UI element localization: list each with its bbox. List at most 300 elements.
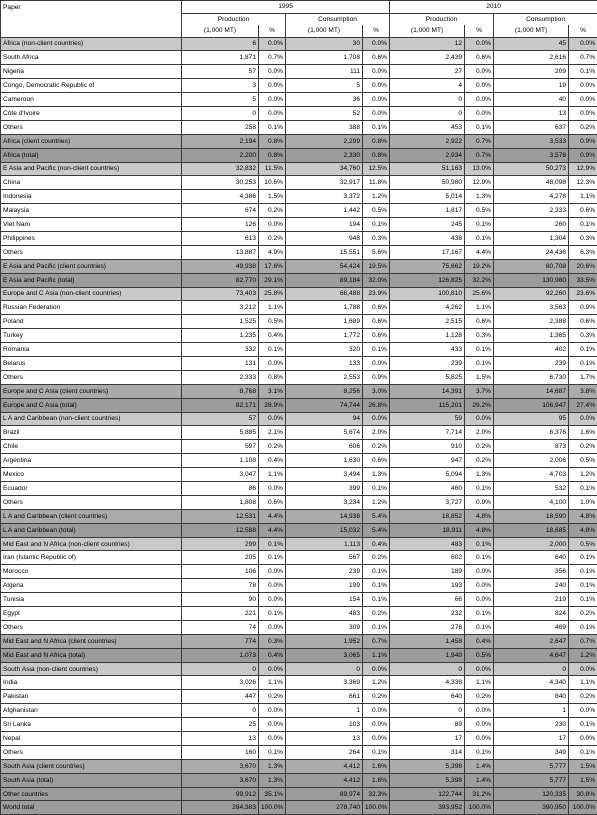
consumption-1995-value: 111: [286, 65, 363, 79]
row-label: Romania: [1, 343, 182, 357]
production-2010-pct: 0.0%: [465, 37, 494, 51]
consumption-1995-pct: 5.6%: [363, 245, 390, 259]
production-2010-value: 1,128: [390, 329, 465, 343]
production-2010-pct: 100.0%: [465, 801, 494, 815]
table-row: [1, 287, 597, 301]
consumption-1995-pct: 0.0%: [363, 732, 390, 746]
consumption-2010-pct: 0.7%: [569, 634, 597, 648]
production-2010-value: 0: [390, 106, 465, 120]
production-2010-pct: 1.4%: [465, 759, 494, 773]
consumption-2010-pct: 3.8%: [569, 384, 597, 398]
consumption-2010-pct: 1.5%: [569, 759, 597, 773]
row-label: Pakistan: [1, 690, 182, 704]
production-2010-value: 12: [390, 37, 465, 51]
consumption-2010-value: 239: [494, 356, 569, 370]
consumption-1995-pct: 5.4%: [363, 523, 390, 537]
production-1995-pct: 0.0%: [259, 412, 286, 426]
table-row: [1, 482, 597, 496]
production-2010-pct: 0.0%: [465, 93, 494, 107]
consumption-1995-value: 1,708: [286, 51, 363, 65]
consumption-1995-value: 5,674: [286, 426, 363, 440]
consumption-1995-value: 2,330: [286, 148, 363, 162]
table-row: [1, 523, 597, 537]
row-label: Chile: [1, 440, 182, 454]
production-1995-value: 82,171: [182, 398, 259, 412]
table-row: [1, 495, 597, 509]
consumption-2010-value: 45: [494, 37, 569, 51]
production-2010-pct: 0.7%: [465, 134, 494, 148]
consumption-1995-pct: 0.0%: [363, 65, 390, 79]
consumption-2010-pct: 23.6%: [569, 287, 597, 301]
consumption-2010-pct: 0.1%: [569, 593, 597, 607]
consumption-2010-value: 5,777: [494, 773, 569, 787]
row-label: Europe and C Asia (total): [1, 398, 182, 412]
consumption-2010-pct: 30.8%: [569, 787, 597, 801]
consumption-1995-pct: 0.5%: [363, 204, 390, 218]
consumption-2010-pct: 0.1%: [569, 620, 597, 634]
production-1995-value: 30,253: [182, 176, 259, 190]
consumption-2010-pct: 4.8%: [569, 509, 597, 523]
row-label: Others: [1, 245, 182, 259]
table-row: [1, 579, 597, 593]
unit-header: (1,000 MT): [182, 25, 259, 37]
table-row: [1, 801, 597, 815]
production-2010-pct: 0.1%: [465, 745, 494, 759]
consumption-1995-pct: 0.0%: [363, 704, 390, 718]
row-label: South Asia (client countries): [1, 759, 182, 773]
table-row: [1, 648, 597, 662]
consumption-2010-pct: 0.1%: [569, 579, 597, 593]
production-1995-pct: 4.4%: [259, 509, 286, 523]
production-1995-value: 1,871: [182, 51, 259, 65]
header-row-units: [1, 25, 597, 37]
production-2010-value: 1,940: [390, 648, 465, 662]
consumption-2010-pct: 0.1%: [569, 343, 597, 357]
consumption-1995-value: 4,412: [286, 759, 363, 773]
consumption-2010-value: 1: [494, 704, 569, 718]
production-1995-value: 32,832: [182, 162, 259, 176]
production-1995-value: 3,670: [182, 759, 259, 773]
production-2010-value: 189: [390, 565, 465, 579]
production-2010-pct: 0.5%: [465, 204, 494, 218]
row-label: Poland: [1, 315, 182, 329]
consumption-1995-pct: 0.1%: [363, 620, 390, 634]
consumption-2010-value: 13: [494, 106, 569, 120]
consumption-2010-value: 637: [494, 120, 569, 134]
consumption-2010-pct: 0.0%: [569, 704, 597, 718]
production-1995-pct: 35.1%: [259, 787, 286, 801]
row-label: Others: [1, 370, 182, 384]
consumption-1995-value: 36: [286, 93, 363, 107]
row-label: Others: [1, 620, 182, 634]
production-1995-pct: 0.0%: [259, 565, 286, 579]
consumption-2010-value: 3,533: [494, 134, 569, 148]
consumption-2010-value: 19: [494, 79, 569, 93]
production-1995-value: 299: [182, 537, 259, 551]
production-2010-pct: 4.4%: [465, 245, 494, 259]
production-1995-value: 3,212: [182, 301, 259, 315]
consumption-2010-value: 3,563: [494, 301, 569, 315]
table-row: [1, 204, 597, 218]
consumption-2010-value: 18,590: [494, 509, 569, 523]
production-2010-value: 18,911: [390, 523, 465, 537]
table-row: [1, 65, 597, 79]
table-row: [1, 620, 597, 634]
production-2010-value: 2,922: [390, 134, 465, 148]
consumption-2010-pct: 0.0%: [569, 662, 597, 676]
table-row: [1, 426, 597, 440]
consumption-2010-pct: 0.0%: [569, 732, 597, 746]
consumption-1995-value: 94: [286, 412, 363, 426]
table-row: [1, 301, 597, 315]
production-2010-value: 4,262: [390, 301, 465, 315]
row-label: Others: [1, 745, 182, 759]
header-row-measures: [1, 13, 597, 25]
production-1995-pct: 1.1%: [259, 468, 286, 482]
production-1995-pct: 1.3%: [259, 759, 286, 773]
production-2010-pct: 4.8%: [465, 509, 494, 523]
consumption-1995-value: 1,442: [286, 204, 363, 218]
production-2010-pct: 0.0%: [465, 65, 494, 79]
production-2010-value: 51,163: [390, 162, 465, 176]
table-row: [1, 440, 597, 454]
production-1995-pct: 0.0%: [259, 218, 286, 232]
consumption-1995-pct: 5.4%: [363, 509, 390, 523]
production-1995-pct: 0.1%: [259, 551, 286, 565]
consumption-2010-value: 390,950: [494, 801, 569, 815]
year-2010-header: 2010: [390, 1, 597, 14]
consumption-2010-value: 40: [494, 93, 569, 107]
row-label: Europe and C Asia (client countries): [1, 384, 182, 398]
row-label: E Asia and Pacific (total): [1, 273, 182, 287]
year-1995-header: 1995: [182, 1, 390, 14]
production-1995-value: 674: [182, 204, 259, 218]
consumption-1995-pct: 0.0%: [363, 93, 390, 107]
table-row: [1, 356, 597, 370]
consumption-1995-pct: 0.3%: [363, 231, 390, 245]
production-2010-value: 122,744: [390, 787, 465, 801]
production-1995-value: 99,912: [182, 787, 259, 801]
table-row: [1, 51, 597, 65]
consumption-1995-pct: 0.0%: [363, 412, 390, 426]
consumption-1995-value: 1,788: [286, 301, 363, 315]
production-2010-pct: 1.5%: [465, 370, 494, 384]
production-1995-value: 258: [182, 120, 259, 134]
consumption-2010-value: 4,340: [494, 676, 569, 690]
consumption-2010-pct: 1.1%: [569, 190, 597, 204]
consumption-1995-pct: 0.0%: [363, 356, 390, 370]
consumption-2010-value: 840: [494, 690, 569, 704]
production-1995-pct: 0.1%: [259, 120, 286, 134]
production-2010-value: 50,980: [390, 176, 465, 190]
consumption-2010-pct: 27.4%: [569, 398, 597, 412]
row-label: Indonesia: [1, 190, 182, 204]
consumption-1995-pct: 0.6%: [363, 329, 390, 343]
row-label: Russian Federation: [1, 301, 182, 315]
table-row: [1, 607, 597, 621]
consumption-2010-value: 240: [494, 579, 569, 593]
table-row: [1, 676, 597, 690]
production-2010-value: 100,810: [390, 287, 465, 301]
consumption-2010-pct: 1.5%: [569, 773, 597, 787]
consumption-1995-pct: 0.6%: [363, 315, 390, 329]
consumption-2010-pct: 1.0%: [569, 495, 597, 509]
production-1995-pct: 0.0%: [259, 579, 286, 593]
consumption-1995-pct: 1.2%: [363, 190, 390, 204]
consumption-2010-value: 95: [494, 412, 569, 426]
consumption-1995-value: 89,974: [286, 787, 363, 801]
consumption-1995-value: 0: [286, 662, 363, 676]
consumption-1995-pct: 0.9%: [363, 370, 390, 384]
production-1995-value: 332: [182, 343, 259, 357]
consumption-2010-pct: 0.3%: [569, 329, 597, 343]
consumption-1995-pct: 100.0%: [363, 801, 390, 815]
production-2010-value: 5,398: [390, 773, 465, 787]
production-1995-value: 284,383: [182, 801, 259, 815]
production-2010-pct: 12.9%: [465, 176, 494, 190]
consumption-1995-value: 309: [286, 620, 363, 634]
production-2010-pct: 32.2%: [465, 273, 494, 287]
row-label: E Asia and Pacific (client countries): [1, 259, 182, 273]
table-row: [1, 245, 597, 259]
production-2010-value: 5,014: [390, 190, 465, 204]
production-1995-value: 131: [182, 356, 259, 370]
production-2010-header: Production: [390, 13, 494, 25]
production-2010-pct: 1.3%: [465, 468, 494, 482]
production-1995-value: 2,194: [182, 134, 259, 148]
table-row: [1, 551, 597, 565]
table-row: [1, 384, 597, 398]
production-2010-value: 17,167: [390, 245, 465, 259]
consumption-2010-pct: 0.6%: [569, 204, 597, 218]
consumption-1995-pct: 0.1%: [363, 120, 390, 134]
header-row-years: [1, 1, 597, 14]
production-1995-pct: 0.2%: [259, 231, 286, 245]
consumption-2010-pct: 6.3%: [569, 245, 597, 259]
consumption-2010-value: 0: [494, 662, 569, 676]
consumption-2010-value: 17: [494, 732, 569, 746]
row-label: Europe and C Asia (non-client countries): [1, 287, 182, 301]
consumption-1995-pct: 26.8%: [363, 398, 390, 412]
consumption-1995-pct: 1.2%: [363, 495, 390, 509]
table-row: [1, 273, 597, 287]
consumption-1995-pct: 0.2%: [363, 440, 390, 454]
production-2010-pct: 0.1%: [465, 231, 494, 245]
production-2010-value: 483: [390, 537, 465, 551]
production-1995-value: 0: [182, 662, 259, 676]
consumption-2010-pct: 0.3%: [569, 231, 597, 245]
table-row: [1, 398, 597, 412]
row-label: Others: [1, 120, 182, 134]
production-1995-value: 78: [182, 579, 259, 593]
consumption-2010-pct: 0.6%: [569, 315, 597, 329]
production-1995-pct: 0.0%: [259, 732, 286, 746]
production-2010-pct: 1.3%: [465, 190, 494, 204]
consumption-1995-value: 15,551: [286, 245, 363, 259]
production-1995-value: 86: [182, 482, 259, 496]
corner-spacer: [1, 13, 182, 25]
pct-header: %: [465, 25, 494, 37]
consumption-2010-pct: 0.1%: [569, 65, 597, 79]
consumption-2010-pct: 4.8%: [569, 523, 597, 537]
table-row: [1, 218, 597, 232]
consumption-1995-pct: 0.6%: [363, 301, 390, 315]
production-1995-pct: 0.0%: [259, 662, 286, 676]
consumption-2010-value: 260: [494, 218, 569, 232]
production-1995-pct: 0.4%: [259, 454, 286, 468]
row-label: Belarus: [1, 356, 182, 370]
consumption-2010-value: 3,578: [494, 148, 569, 162]
consumption-2010-pct: 0.0%: [569, 412, 597, 426]
table-row: [1, 315, 597, 329]
table-row: [1, 148, 597, 162]
consumption-2010-value: 4,278: [494, 190, 569, 204]
row-label: Viet Nam: [1, 218, 182, 232]
production-1995-value: 3,026: [182, 676, 259, 690]
consumption-2010-pct: 0.0%: [569, 93, 597, 107]
table-row: [1, 79, 597, 93]
consumption-1995-pct: 32.3%: [363, 787, 390, 801]
consumption-1995-value: 388: [286, 120, 363, 134]
consumption-1995-value: 399: [286, 482, 363, 496]
consumption-1995-pct: 0.1%: [363, 593, 390, 607]
production-2010-value: 245: [390, 218, 465, 232]
consumption-2010-pct: 0.2%: [569, 440, 597, 454]
production-1995-value: 3,670: [182, 773, 259, 787]
consumption-1995-pct: 32.0%: [363, 273, 390, 287]
row-label: Ecuador: [1, 482, 182, 496]
production-1995-pct: 29.1%: [259, 273, 286, 287]
production-2010-value: 18,852: [390, 509, 465, 523]
consumption-1995-pct: 0.4%: [363, 537, 390, 551]
consumption-1995-pct: 0.7%: [363, 634, 390, 648]
consumption-1995-value: 3,372: [286, 190, 363, 204]
table-row: [1, 370, 597, 384]
consumption-1995-pct: 0.0%: [363, 106, 390, 120]
production-1995-pct: 0.0%: [259, 65, 286, 79]
production-1995-value: 5,885: [182, 426, 259, 440]
production-2010-value: 453: [390, 120, 465, 134]
consumption-1995-value: 5: [286, 79, 363, 93]
consumption-2010-value: 356: [494, 565, 569, 579]
consumption-1995-value: 3,234: [286, 495, 363, 509]
corner-label: Paper: [1, 1, 182, 14]
production-1995-value: 6: [182, 37, 259, 51]
consumption-1995-value: 239: [286, 565, 363, 579]
consumption-1995-value: 1,772: [286, 329, 363, 343]
row-label: Other countries: [1, 787, 182, 801]
table-row: [1, 745, 597, 759]
consumption-2010-value: 18,685: [494, 523, 569, 537]
row-label: World total: [1, 801, 182, 815]
table-row: [1, 787, 597, 801]
consumption-2010-value: 6,730: [494, 370, 569, 384]
production-2010-pct: 0.0%: [465, 718, 494, 732]
table-row: [1, 773, 597, 787]
consumption-2010-pct: 100.0%: [569, 801, 597, 815]
production-2010-pct: 0.4%: [465, 634, 494, 648]
production-1995-pct: 0.1%: [259, 745, 286, 759]
consumption-1995-value: 948: [286, 231, 363, 245]
row-label: Africa (total): [1, 148, 182, 162]
row-label: Mid East and N Africa (non-client countries): [1, 537, 182, 551]
production-1995-value: 90: [182, 593, 259, 607]
row-label: Argentina: [1, 454, 182, 468]
production-1995-pct: 100.0%: [259, 801, 286, 815]
table-row: [1, 662, 597, 676]
production-1995-pct: 4.9%: [259, 245, 286, 259]
production-2010-pct: 2.0%: [465, 426, 494, 440]
production-1995-value: 25: [182, 718, 259, 732]
consumption-2010-pct: 0.1%: [569, 482, 597, 496]
consumption-1995-value: 3,065: [286, 648, 363, 662]
consumption-1995-value: 483: [286, 607, 363, 621]
production-1995-value: 205: [182, 551, 259, 565]
consumption-2010-value: 50,273: [494, 162, 569, 176]
production-1995-pct: 0.8%: [259, 134, 286, 148]
consumption-2010-value: 4,647: [494, 648, 569, 662]
production-2010-pct: 1.1%: [465, 676, 494, 690]
production-1995-value: 160: [182, 745, 259, 759]
consumption-1995-value: 133: [286, 356, 363, 370]
production-1995-value: 0: [182, 106, 259, 120]
consumption-2010-pct: 1.2%: [569, 468, 597, 482]
production-2010-pct: 0.0%: [465, 662, 494, 676]
consumption-1995-pct: 0.6%: [363, 454, 390, 468]
production-2010-pct: 0.0%: [465, 565, 494, 579]
consumption-1995-pct: 1.3%: [363, 468, 390, 482]
production-2010-pct: 0.1%: [465, 482, 494, 496]
row-label: Egypt: [1, 607, 182, 621]
consumption-1995-pct: 1.1%: [363, 648, 390, 662]
consumption-2010-pct: 1.1%: [569, 676, 597, 690]
consumption-1995-value: 1,630: [286, 454, 363, 468]
consumption-2010-pct: 0.2%: [569, 690, 597, 704]
row-label: South Asia (total): [1, 773, 182, 787]
row-label: Mid East and N Africa (total): [1, 648, 182, 662]
production-1995-value: 82,770: [182, 273, 259, 287]
production-2010-value: 5,398: [390, 759, 465, 773]
production-2010-pct: 0.6%: [465, 51, 494, 65]
consumption-1995-value: 3,494: [286, 468, 363, 482]
production-2010-pct: 1.1%: [465, 301, 494, 315]
production-1995-value: 613: [182, 231, 259, 245]
production-1995-value: 2,333: [182, 370, 259, 384]
consumption-1995-pct: 0.0%: [363, 662, 390, 676]
production-2010-pct: 0.1%: [465, 607, 494, 621]
consumption-1995-pct: 2.0%: [363, 426, 390, 440]
pct-header: %: [259, 25, 286, 37]
production-2010-value: 1,458: [390, 634, 465, 648]
production-2010-value: 5,094: [390, 468, 465, 482]
production-1995-pct: 11.5%: [259, 162, 286, 176]
production-1995-value: 73,403: [182, 287, 259, 301]
table-row: [1, 468, 597, 482]
consumption-2010-pct: 0.2%: [569, 607, 597, 621]
production-2010-pct: 3.7%: [465, 384, 494, 398]
consumption-2010-value: 824: [494, 607, 569, 621]
consumption-2010-value: 4,703: [494, 468, 569, 482]
row-label: Turkey: [1, 329, 182, 343]
table-row: [1, 412, 597, 426]
table-row: [1, 718, 597, 732]
consumption-1995-pct: 0.8%: [363, 134, 390, 148]
production-2010-pct: 0.7%: [465, 148, 494, 162]
production-2010-value: 438: [390, 231, 465, 245]
production-1995-pct: 2.1%: [259, 426, 286, 440]
row-label: India: [1, 676, 182, 690]
row-label: Africa (client countries): [1, 134, 182, 148]
